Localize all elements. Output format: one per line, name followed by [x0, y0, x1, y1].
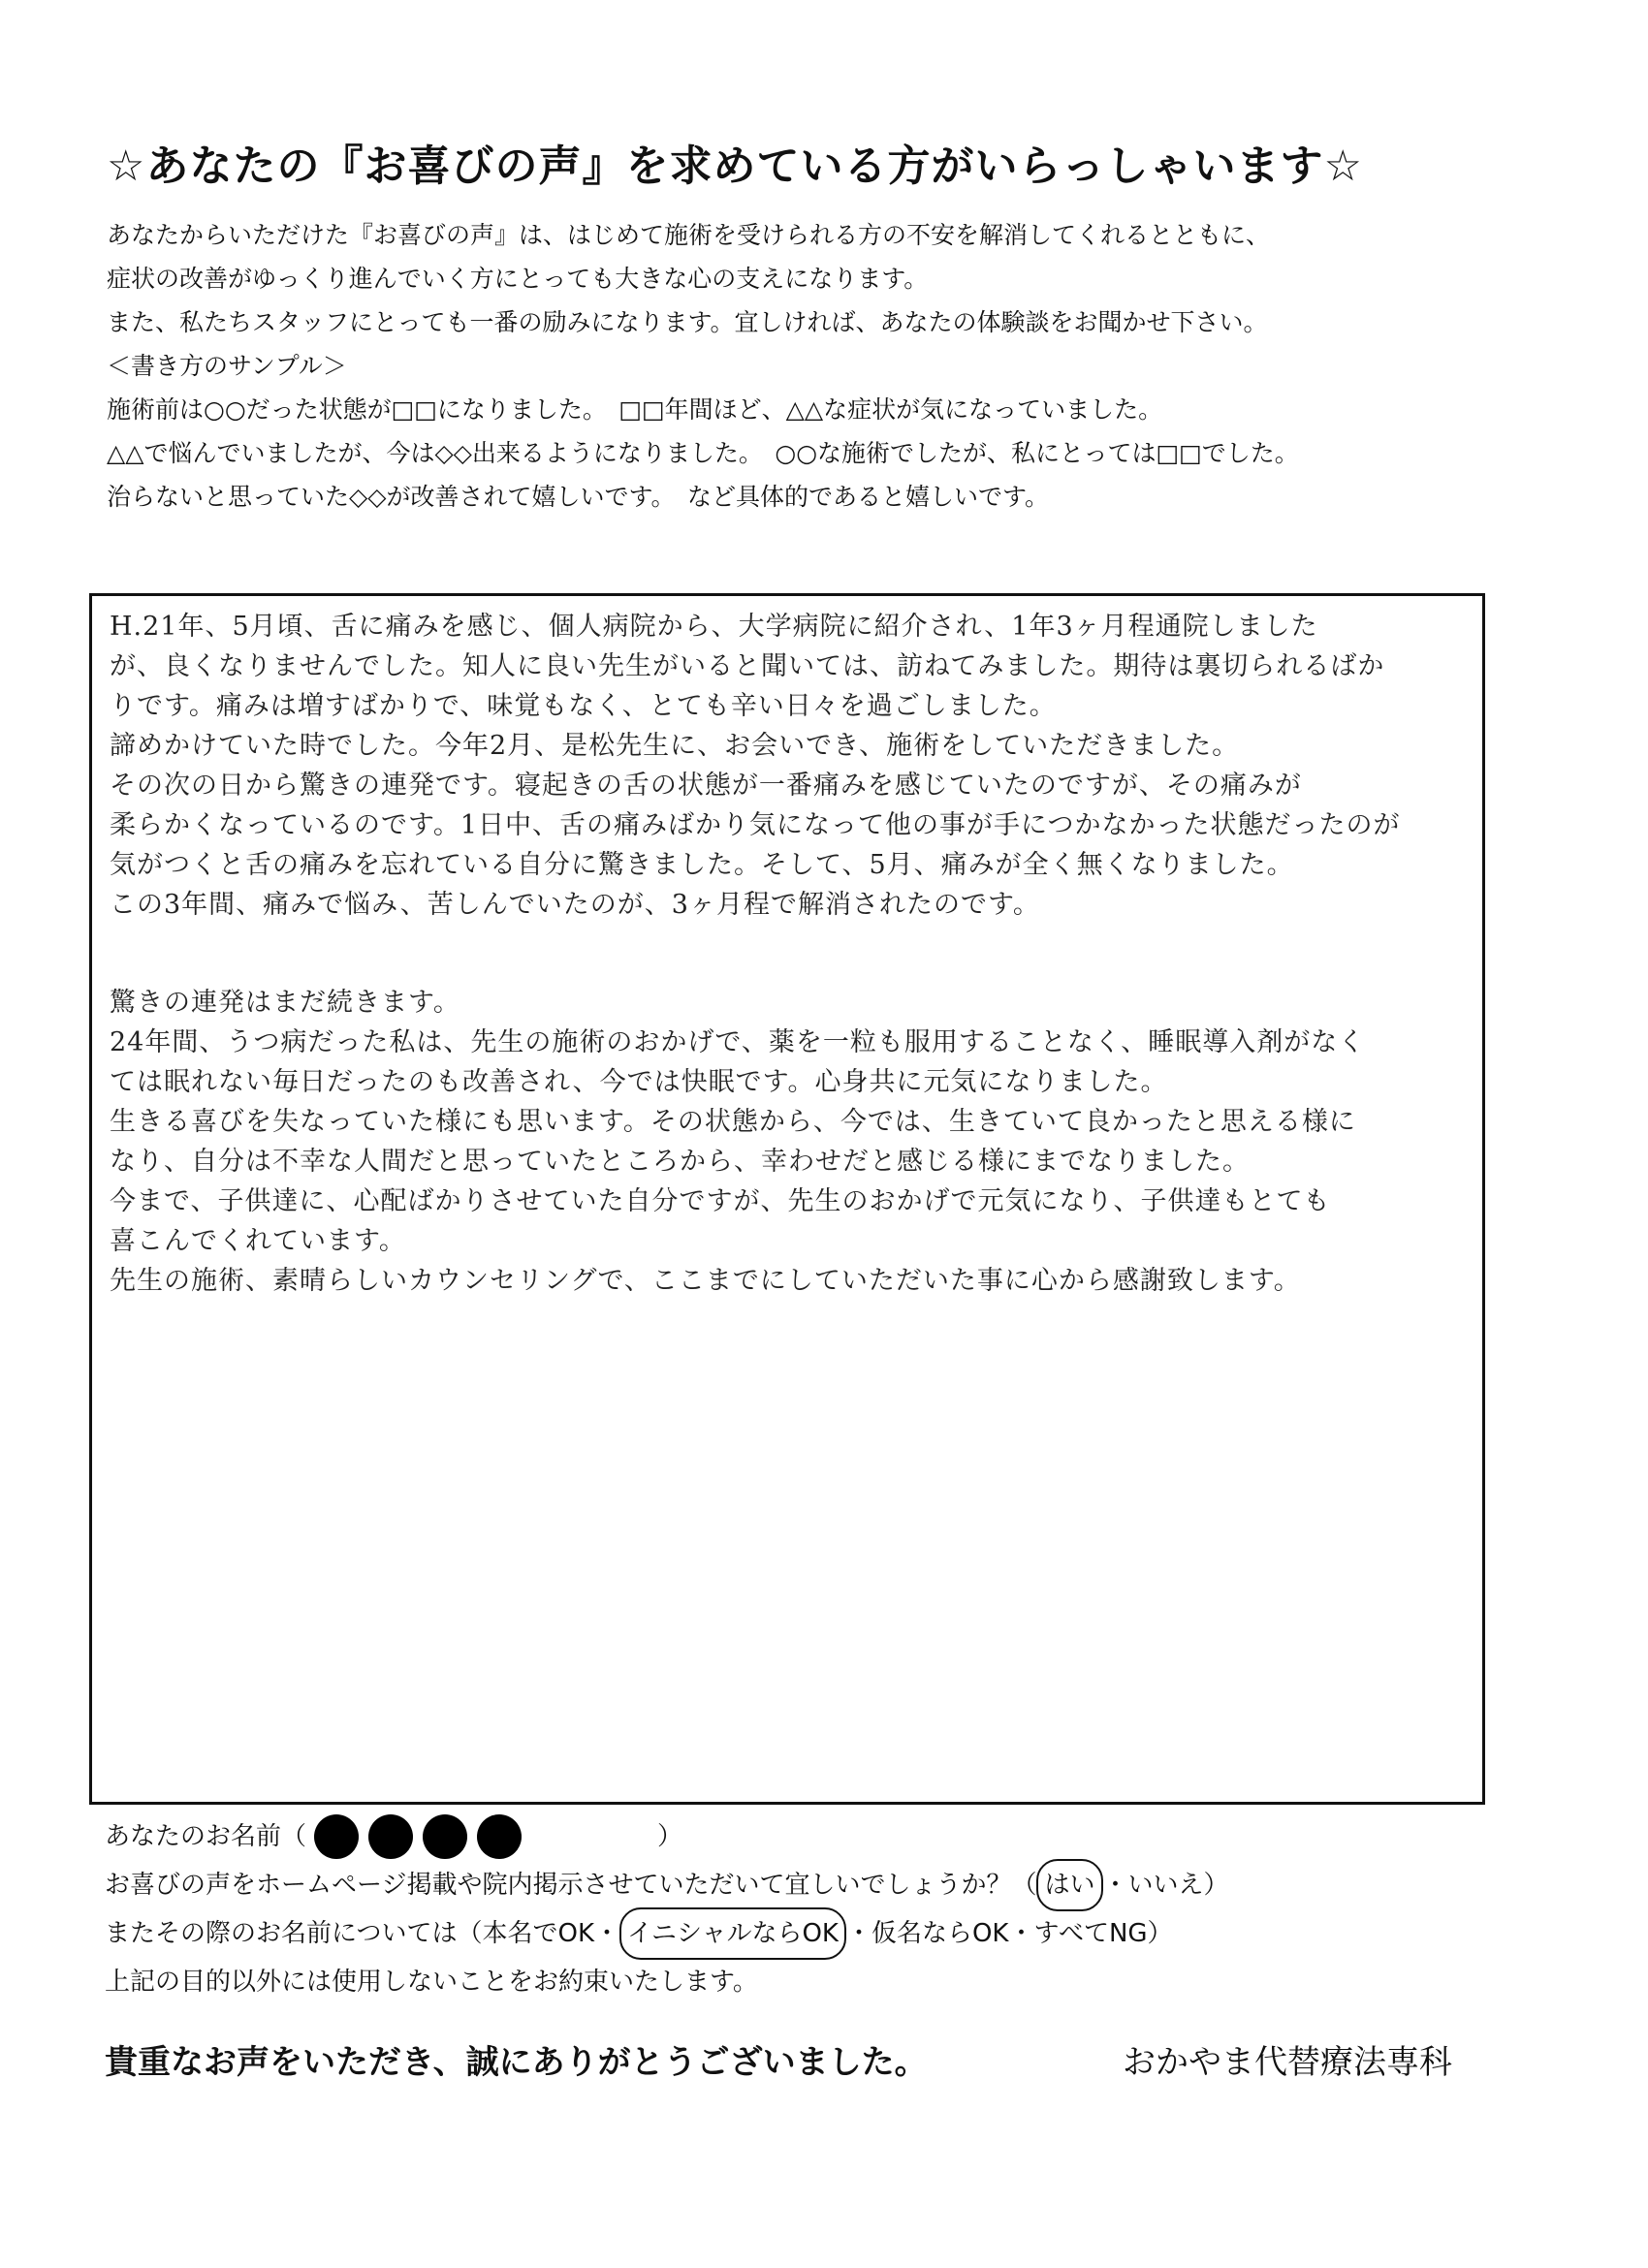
testimonial-line: 喜こんでくれています。	[110, 1226, 406, 1256]
redaction-dot	[423, 1814, 467, 1859]
testimonial-line: 気がつくと舌の痛みを忘れている自分に驚きました。そして、5月、痛みが全く無くなりました。	[110, 850, 1294, 880]
testimonial-line: H.21年、5月頃、舌に痛みを感じ、個人病院から、大学病院に紹介され、1年3ヶ月程通院しました	[110, 612, 1318, 642]
redaction-dot	[368, 1814, 413, 1859]
testimonial-line: 柔らかくなっているのです。1日中、舌の痛みばかり気になって他の事が手につかなかった状態だったのが	[110, 810, 1401, 840]
sample-line: 施術前は○○だった状態が□□になりました。 □□年間ほど、△△な症状が気になっていました。	[107, 395, 1163, 424]
intro-line: 症状の改善がゆっくり進んでいく方にとっても大きな心の支えになります。	[107, 265, 929, 293]
intro-text	[107, 213, 1561, 519]
publish-yes-selected: はい	[1036, 1859, 1102, 1911]
publish-row	[105, 1861, 1559, 1909]
name-label: あなたのお名前（	[105, 1822, 307, 1851]
testimonial-line: 諦めかけていた時でした。今年2月、是松先生に、お会いでき、施術をしていただきました。	[110, 731, 1240, 761]
closing-row	[105, 2035, 1559, 2083]
thanks-text: 貴重なお声をいただき、誠にありがとうございました。	[105, 2043, 928, 2082]
redacted-name	[314, 1814, 531, 1859]
testimonial-line: 先生の施術、素晴らしいカウンセリングで、ここまでにしていただいた事に心から感謝致します。	[110, 1266, 1301, 1296]
redaction-dot	[314, 1814, 359, 1859]
name-close: ）	[657, 1822, 683, 1851]
testimonial-line: ては眠れない毎日だったのも改善され、今では快眠です。心身共に元気になりました。	[110, 1067, 1168, 1097]
publish-no-option: ・いいえ）	[1102, 1871, 1229, 1900]
page-title: ☆あなたの『お喜びの声』を求めている方がいらっしゃいます☆	[107, 142, 1363, 191]
promise-row	[105, 1958, 1559, 2006]
intro-line: あなたからいただけた『お喜びの声』は、はじめて施術を受けられる方の不安を解消してくれるとともに、	[107, 221, 1271, 249]
name-row	[105, 1812, 1559, 1861]
handwritten-testimonial	[110, 608, 1476, 1302]
testimonial-line: 24年間、うつ病だった私は、先生の施術のおかげで、薬を一粒も服用することなく、睡眠導入剤がなく	[110, 1027, 1366, 1057]
name-option-prefix: またその際のお名前については（本名でOK・	[105, 1919, 619, 1948]
testimonial-line: りです。痛みは増すばかりで、味覚もなく、とても辛い日々を過ごしました。	[110, 691, 1057, 721]
testimonial-line: なり、自分は不幸な人間だと思っていたところから、幸わせだと感じる様にまでなりました。	[110, 1147, 1250, 1177]
name-option-row	[105, 1909, 1559, 1958]
redaction-dot	[477, 1814, 522, 1859]
name-option-selected: イニシャルならOK	[619, 1907, 846, 1960]
name-option-suffix: ・仮名ならOK・すべてNG）	[845, 1919, 1173, 1948]
consent-section	[105, 1812, 1559, 2006]
sample-heading: ＜書き方のサンプル＞	[107, 352, 347, 380]
sample-line: △△で悩んでいましたが、今は◇◇出来るようになりました。 ○○な施術でしたが、私にとっては□□でした。	[107, 439, 1299, 467]
testimonial-line: その次の日から驚きの連発です。寝起きの舌の状態が一番痛みを感じていたのですが、その痛みが	[110, 771, 1302, 801]
clinic-name: おかやま代替療法専科	[1123, 2043, 1452, 2082]
paragraph-gap	[110, 926, 1476, 984]
publish-question: お喜びの声をホームページ掲載や院内掲示させていただいて宜しいでしょうか？（	[105, 1871, 1037, 1900]
testimonial-line: 驚きの連発はまだ続きます。	[110, 988, 460, 1018]
testimonial-line: が、良くなりませんでした。知人に良い先生がいると聞いては、訪ねてみました。期待は裏切られるばか	[110, 651, 1385, 681]
testimonial-line: この3年間、痛みで悩み、苦しんでいたのが、3ヶ月程で解消されたのです。	[110, 890, 1040, 920]
sample-line: 治らないと思っていた◇◇が改善されて嬉しいです。 など具体的であると嬉しいです。	[107, 483, 1049, 511]
promise-text: 上記の目的以外には使用しないことをお約束いたします。	[105, 1968, 758, 1997]
testimonial-box	[89, 593, 1485, 1805]
intro-line: また、私たちスタッフにとっても一番の励みになります。宜しければ、あなたの体験談をお聞かせ下さい。	[107, 308, 1268, 336]
testimonial-line: 生きる喜びを失なっていた様にも思います。その状態から、今では、生きていて良かったと思える様に	[110, 1107, 1356, 1137]
testimonial-line: 今まで、子供達に、心配ばかりさせていた自分ですが、先生のおかげで元気になり、子供達もとても	[110, 1186, 1331, 1216]
